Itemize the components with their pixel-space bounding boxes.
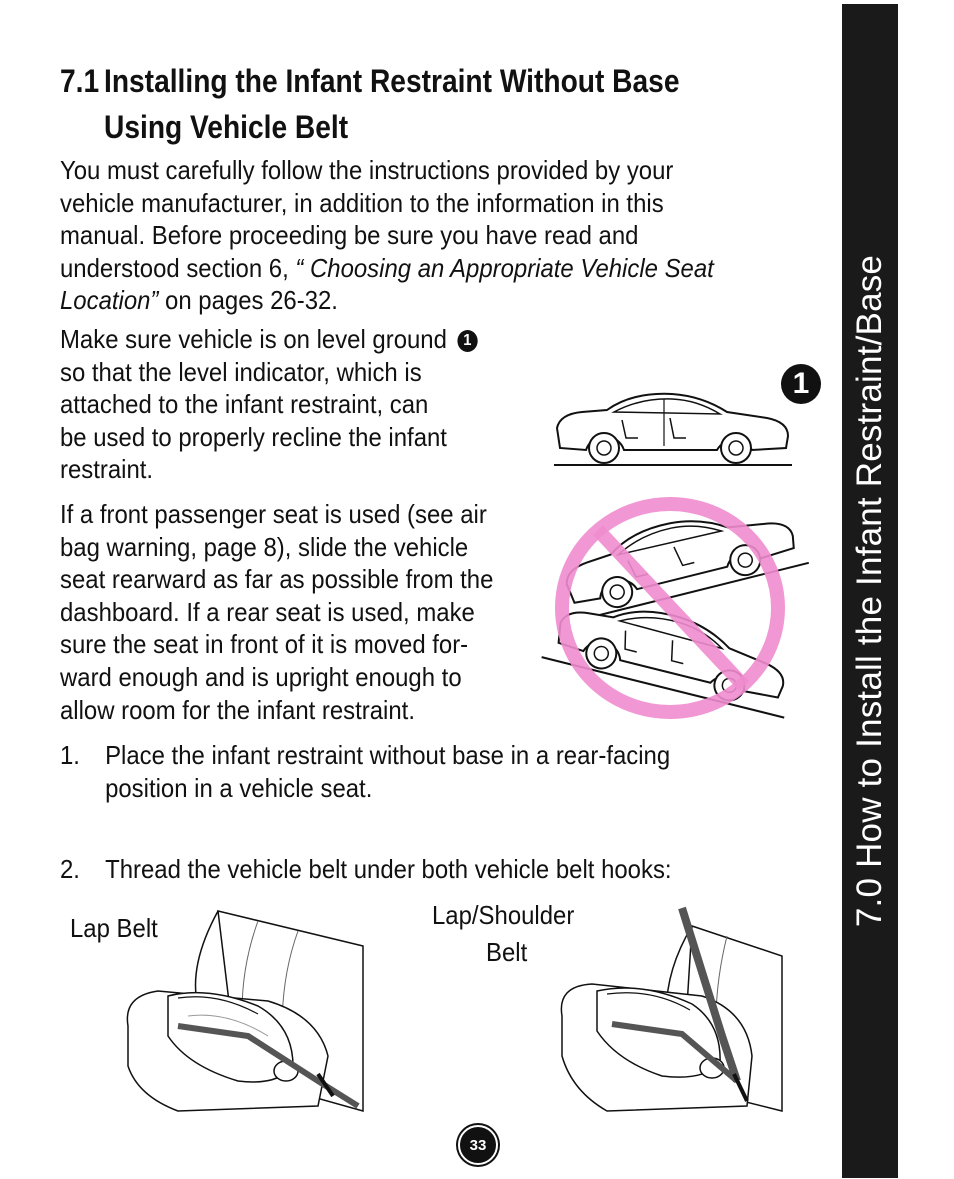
passenger-line: seat rearward as far as possible from the [60, 564, 494, 595]
prohibition-sign [552, 494, 792, 724]
section-reference-end: Location” [60, 285, 159, 316]
passenger-line: dashboard. If a rear seat is used, make [60, 596, 475, 627]
lap-belt-illustration [118, 906, 368, 1116]
section-number: 7.1 [60, 63, 100, 99]
level-line: be used to properly recline the infant [60, 421, 447, 452]
section-reference: “ Choosing an Appropriate Vehicle Seat [295, 252, 714, 283]
sidebar-title: 7.0 How to Install the Infant Restraint/Base [850, 254, 889, 928]
intro-line: vehicle manufacturer, in addition to the information in this [60, 187, 664, 218]
step-number: 1. [60, 740, 80, 770]
lap-shoulder-belt-illustration [552, 906, 787, 1116]
passenger-line: allow room for the infant restraint. [60, 694, 415, 725]
level-line: so that the level indicator, which is [60, 356, 422, 387]
passenger-paragraph [60, 498, 493, 726]
page-range: on pages 26-32. [158, 285, 338, 316]
passenger-line: If a front passenger seat is used (see air [60, 499, 487, 529]
step-item [60, 739, 759, 805]
level-line: attached to the infant restraint, can [60, 389, 429, 420]
section-heading [60, 58, 729, 150]
step-text: position in a vehicle seat. [105, 773, 373, 803]
lap-belt-label: Lap Belt [70, 913, 158, 943]
intro-text: understood section 6, [60, 252, 296, 283]
section-title-line1: Installing the Infant Restraint Without Base [104, 63, 680, 99]
lap-shoulder-label: Lap/Shoulder [432, 900, 575, 930]
page-number: 33 [458, 1125, 498, 1165]
passenger-line: sure the seat in front of it is moved for- [60, 629, 469, 660]
passenger-line: bag warning, page 8), slide the vehicle [60, 531, 469, 562]
step-text: Thread the vehicle belt under both vehicle belt hooks: [105, 854, 672, 884]
section-title-line2: Using Vehicle Belt [104, 109, 349, 145]
figure-marker: 1 [781, 364, 821, 404]
step-item [60, 853, 759, 886]
level-paragraph [60, 323, 477, 486]
section-sidebar [842, 4, 898, 1178]
level-line: restraint. [60, 454, 154, 485]
lap-shoulder-label-2: Belt [486, 937, 528, 967]
figure-ref-marker: 1 [457, 330, 477, 352]
passenger-line: ward enough and is upright enough to [60, 661, 462, 692]
level-line [60, 323, 477, 356]
car-level-illustration [552, 390, 797, 470]
step-text: Place the infant restraint without base in a rear-facing [105, 740, 671, 770]
intro-line [60, 284, 714, 317]
level-text: Make sure vehicle is on level ground [60, 324, 447, 354]
step-number: 2. [60, 854, 80, 884]
intro-line: You must carefully follow the instructions provided by your [60, 155, 674, 185]
intro-paragraph [60, 154, 714, 317]
intro-line [60, 252, 714, 285]
intro-line: manual. Before proceeding be sure you have read and [60, 220, 639, 251]
